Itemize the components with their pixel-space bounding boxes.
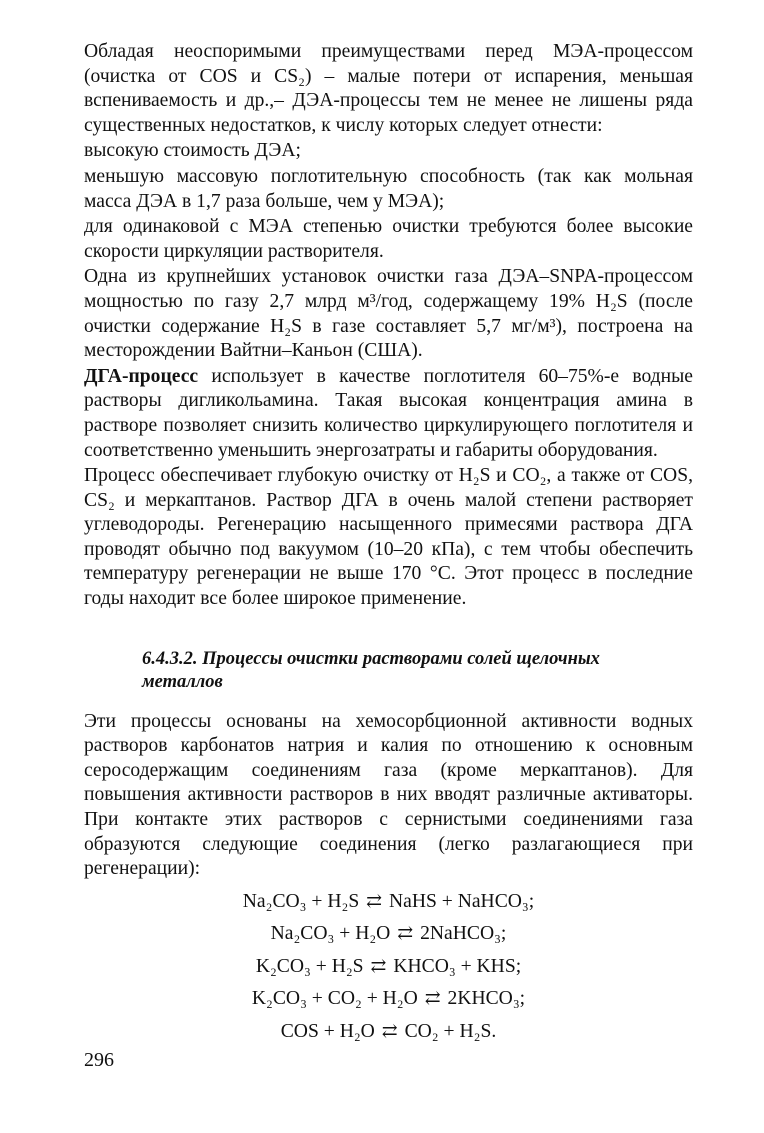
dga-description: использует в качестве поглотителя 60–75%-е водные растворы дигликольамина. Такая высокая концентрация амина в растворе позволяет снизить количество циркулирующего поглотителя и соответственно уменьшить энергозатраты и габариты оборудования. xyxy=(84,365,693,461)
equilibrium-arrow-icon: ⇄ xyxy=(424,988,441,1010)
equation xyxy=(84,951,693,984)
equation-right: CO₂ + H₂S. xyxy=(404,1020,497,1042)
equation xyxy=(84,886,693,919)
paragraph-dea-advantages: Обладая неоспоримыми преимуществами перед МЭА-процессом (очистка от COS и CS₂) – малые потери от испарения, меньшая вспениваемость и др.,– ДЭА-процессы тем не менее не лишены ряда существенных недостатков, к числу которых следует отнести: xyxy=(84,41,693,136)
page-body xyxy=(84,40,693,1048)
equation-left: K₂CO₃ + H₂S xyxy=(255,955,364,977)
equation-right: 2NaHCO₃; xyxy=(420,923,507,945)
equilibrium-arrow-icon: ⇄ xyxy=(397,923,414,945)
equilibrium-arrow-icon: ⇄ xyxy=(366,890,383,912)
equation xyxy=(84,983,693,1016)
equation-left: Na₂CO₃ + H₂S xyxy=(242,890,360,912)
equation-left: K₂CO₃ + CO₂ + H₂O xyxy=(251,988,418,1010)
equilibrium-arrow-icon: ⇄ xyxy=(370,955,387,977)
equation xyxy=(84,918,693,951)
paragraph-dga-process xyxy=(84,365,693,463)
paragraph-snpa-plant: Одна из крупнейших установок очистки газа ДЭА–SNPA-процессом мощностью по газу 2,7 млрд м³/год, содержащему 19% H₂S (после очистки содержание H₂S в газе составляет 5,7 мг/м³), построена на месторождении Вайтни–Каньон (США). xyxy=(84,266,693,362)
paragraph-list-item-capacity: меньшую массовую поглотительную способность (так как мольная масса ДЭА в 1,7 раза больше, чем у МЭА); xyxy=(84,165,693,212)
paragraph-list-item-circulation: для одинаковой с МЭА степенью очистки требуются более высокие скорости циркуляции растворителя. xyxy=(84,216,693,262)
equation xyxy=(84,1016,693,1049)
equation-right: KHCO₃ + KHS; xyxy=(393,955,522,977)
equation-left: Na₂CO₃ + H₂O xyxy=(270,923,391,945)
equation-right: NaHS + NaHCO₃; xyxy=(388,890,535,912)
paragraph-list-item-cost: высокую стоимость ДЭА; xyxy=(84,140,301,162)
section-heading: 6.4.3.2. Процессы очистки растворами солей щелочных металлов xyxy=(142,648,600,692)
page-number: 296 xyxy=(84,1049,114,1071)
paragraph-dga-cleaning: Процесс обеспечивает глубокую очистку от H₂S и CO₂, а также от COS, CS₂ и меркаптанов. Раствор ДГА в очень малой степени растворяет углеводороды. Регенерацию насыщенного примесями раствора ДГА проводят обычно под вакуумом (10–20 кПа), с тем чтобы обеспечить температуру регенерации не выше 170 °С. Этот процесс в последние годы находит все более широкое применение. xyxy=(84,465,693,610)
term-dga-process: ДГА-процесс xyxy=(84,365,199,387)
equation-left: COS + H₂O xyxy=(280,1020,375,1042)
paragraph-alkali-salts: Эти процессы основаны на хемосорбционной активности водных растворов карбонатов натрия и калия по отношению к основным серосодержащим соединениям газа (кроме меркаптанов). Для повышения активности растворов в них вводят различные активаторы. При контакте этих растворов с сернистыми соединениями газа образуются следующие соединения (легко разлагающиеся при регенерации): xyxy=(84,710,693,880)
equations-block xyxy=(84,886,693,1049)
equation-right: 2KHCO₃; xyxy=(447,988,526,1010)
equilibrium-arrow-icon: ⇄ xyxy=(381,1020,398,1042)
